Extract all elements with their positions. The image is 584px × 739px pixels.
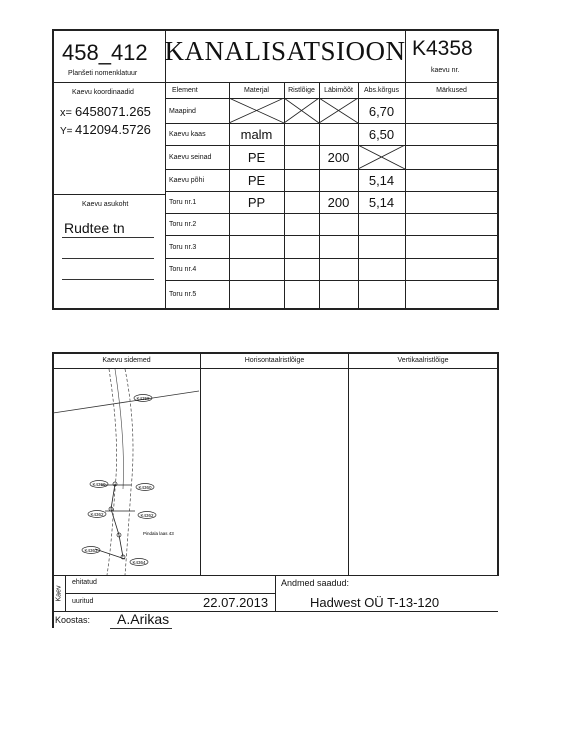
author-value: A.Arikas (117, 611, 170, 627)
built-label: ehitatud (72, 579, 97, 586)
planset-label: Planšeti nomenklatuur (68, 70, 138, 77)
document-title: KANALISATSIOON (164, 36, 406, 66)
map-label: K4360 (92, 482, 106, 487)
header-labimoot: Läbimõõt (324, 87, 353, 94)
map-label: K4364 (132, 560, 146, 565)
cell-materjal: malm (240, 127, 273, 142)
coordinate-y-value: 412094.5726 (75, 122, 151, 137)
header-ristloige: Ristlõige (288, 87, 315, 94)
well-number-label: kaevu nr. (431, 67, 460, 74)
map-note: Pindala laas 43 (143, 531, 174, 536)
row-label: Toru nr.3 (169, 243, 197, 251)
coordinate-x-value: 6458071.265 (75, 104, 151, 119)
row-label: Toru nr.5 (169, 291, 197, 298)
row-label: Maapind (169, 107, 196, 115)
location-value: Rudtee tn (64, 220, 125, 236)
connection-map-sketch (53, 369, 200, 575)
map-label: K4362 (140, 513, 154, 518)
map-label: K4363 (84, 548, 98, 553)
header-materjal: Materjal (244, 87, 269, 94)
source-label: Andmed saadud: (281, 578, 350, 588)
cross-out-mark (358, 145, 406, 170)
header-element: Element (172, 87, 198, 94)
map-label: K4362 (90, 512, 104, 517)
renewed-date: 22.07.2013 (203, 595, 269, 610)
coordinate-y-label: Y= (60, 126, 73, 137)
cell-abs: 5,14 (368, 173, 395, 188)
map-label: K4360 (138, 485, 152, 490)
author-label: Koostas: (55, 615, 91, 625)
cell-materjal: PE (247, 150, 266, 165)
cross-out-mark (229, 98, 359, 124)
row-label: Toru nr.4 (169, 266, 197, 273)
row-label: Toru nr.2 (169, 221, 197, 228)
well-number: K4358 (412, 37, 473, 60)
header-abs-korgus: Abs.kõrgus (363, 87, 400, 94)
header-markused: Märkused (436, 87, 467, 94)
column-header-horizontal: Horisontaalristlõige (244, 357, 305, 364)
cell-materjal: PP (247, 195, 266, 210)
row-label: Kaevu põhi (169, 177, 205, 184)
cell-abs: 6,50 (368, 127, 395, 142)
footer-side-label: Kaev (55, 585, 63, 602)
coordinate-x-label: x= (60, 107, 72, 119)
cell-labimoot: 200 (327, 195, 350, 210)
source-value: Hadwest OÜ T-13-120 (310, 595, 440, 610)
map-label-top: K4358 (136, 396, 150, 401)
row-label: Kaevu seinad (169, 154, 212, 161)
location-label: Kaevu asukoht (82, 201, 129, 208)
cell-materjal: PE (247, 173, 266, 188)
planset-number: 458_412 (62, 40, 148, 65)
cell-labimoot: 200 (327, 150, 350, 165)
cell-abs: 5,14 (368, 195, 395, 210)
renewed-label: uuritud (72, 598, 94, 605)
row-label: Toru nr.1 (169, 199, 197, 206)
cell-abs: 6,70 (368, 103, 395, 119)
coordinates-label: Kaevu koordinaadid (72, 89, 134, 96)
column-header-connections: Kaevu sidemed (102, 357, 151, 364)
column-header-vertical: Vertikaalristlõige (397, 357, 449, 364)
row-label: Kaevu kaas (169, 131, 206, 138)
